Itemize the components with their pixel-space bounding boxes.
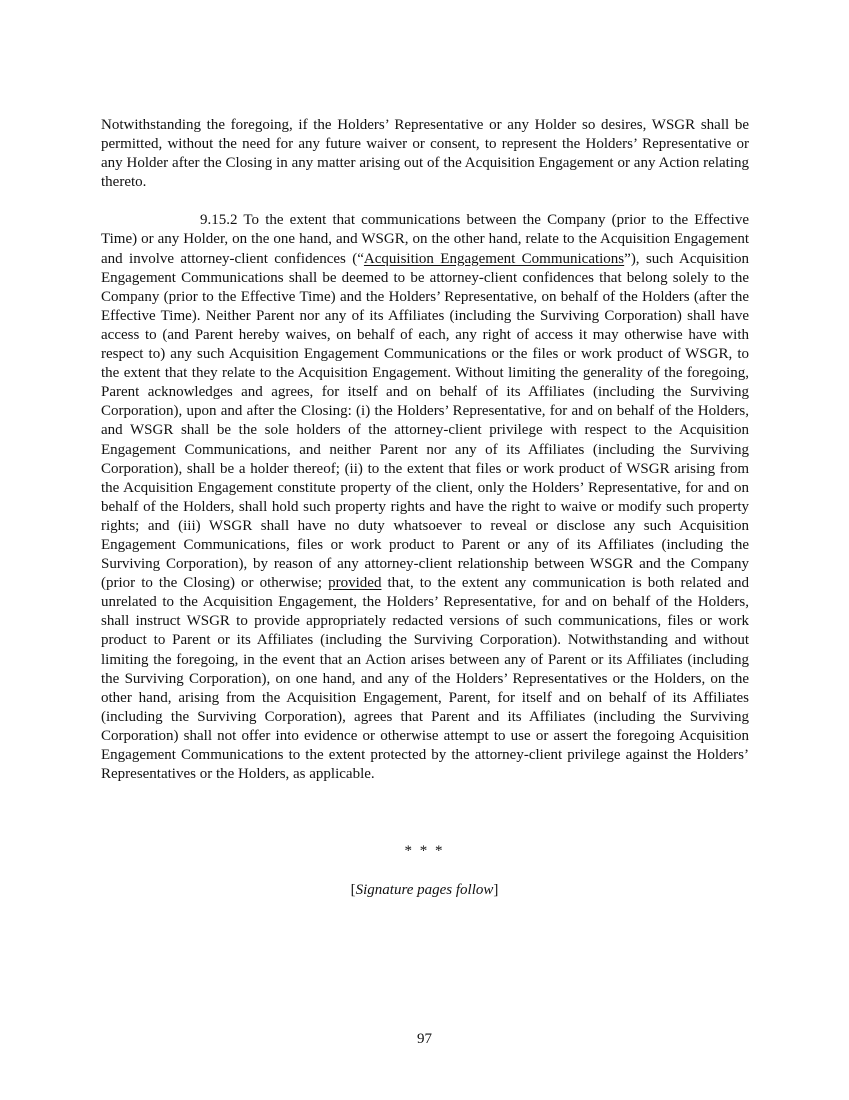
bracket-close: ] <box>493 882 499 898</box>
signature-pages-note <box>0 881 849 900</box>
document-body <box>101 116 749 784</box>
section-9-15-2-paragraph <box>101 211 749 784</box>
section-separator: * * * <box>404 843 445 859</box>
paragraph-continuation: Notwithstanding the foregoing, if the Holders’ Representative or any Holder so desires, WSGR shall be permitted, without the need for any future waiver or consent, to represent the Holders’ Representative or any Holder after the Closing in any matter arising out of the Acquisition Engagement or any Action relating thereto. <box>101 117 749 191</box>
page-number: 97 <box>417 1031 432 1047</box>
section-9-15-2-text-part-3: that, to the extent any communication is both related and unrelated to the Acquisition Engagement, the Holders’ Representative, for and on behalf of the Holders, shall instruct WSGR to provide appropriately redacted versions of such communications, files or work product to Parent or its Affiliates (including the Surviving Corporation). Notwithstanding and without limiting the foregoing, in the event that an Action arises between any of Parent or its Affiliates (including the Surviving Corporation), on one hand, and any of the Holders’ Representatives or the Holders, on the other hand, arising from the Acquisition Engagement, Parent, for itself and on behalf of its Affiliates (including the Surviving Corporation), agrees that Parent and its Affiliates (including the Surviving Corporation) shall not offer into evidence or otherwise attempt to use or assert the foregoing Acquisition Engagement Communications to the extent protected by the attorney-client privilege against the Holders’ Representatives or the Holders, as applicable. <box>101 575 749 783</box>
signature-note-text: Signature pages follow <box>355 882 494 898</box>
bracket-open: [ <box>350 882 356 898</box>
proviso-term: provided <box>328 575 382 592</box>
section-9-15-2-text-part-1: 9.15.2 To the extent that communications between the Company (prior to the Effective Time) or any Holder, on the one hand, and WSGR, on the other hand, relate to the Acquisition Engagement and involve attorney-client confidences (“ <box>101 212 749 267</box>
defined-term: Acquisition Engagement Communications <box>363 250 625 267</box>
section-9-15-2-text-part-2: ”), such Acquisition Engagement Communications shall be deemed to be attorney-client confidences that belong solely to the Company (prior to the Effective Time) and the Holders’ Representative, on behalf of the Holders (after the Effective Time). Neither Parent nor any of its Affiliates (including the Surviving Corporation) shall have access to (and Parent hereby waives, on behalf of each, any right of access it may otherwise have with respect to) any such Acquisition Engagement Communications or the files or work product of WSGR, to the extent that they relate to the Acquisition Engagement. Without limiting the generality of the foregoing, Parent acknowledges and agrees, for itself and on behalf of its Affiliates (including the Surviving Corporation), upon and after the Closing: (i) the Holders’ Representative, for and on behalf of the Holders, and WSGR shall be the sole holders of the attorney-client privilege with respect to the Acquisition Engagement Communications, and neither Parent nor any of its Affiliates (including the Surviving Corporation), shall be a holder thereof; (ii) to the extent that files or work product of WSGR arising from the Acquisition Engagement constitute property of the client, only the Holders’ Representative, for and on behalf of the Holders, shall hold such property rights and have the right to waive or modify such property rights; and (iii) WSGR shall have no duty whatsoever to reveal or disclose any such Acquisition Engagement Communications, files or work product to Parent or any of its Affiliates (including the Surviving Corporation), by reason of any attorney-client relationship between WSGR and the Company (prior to the Closing) or otherwise; <box>101 250 749 592</box>
